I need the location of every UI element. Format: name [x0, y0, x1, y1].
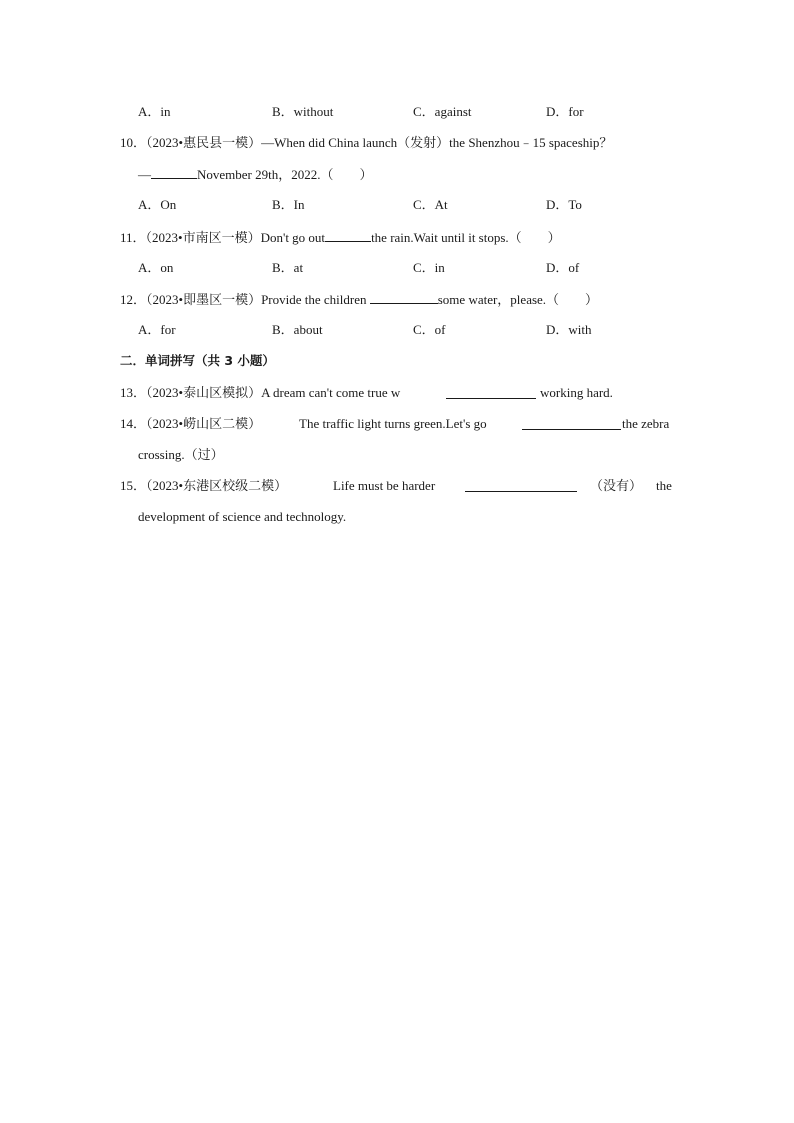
- answer-blank[interactable]: [465, 479, 577, 492]
- option-b[interactable]: B．about: [272, 322, 323, 337]
- question-12-stem: [120, 291, 598, 308]
- question-number: 10．: [120, 135, 147, 150]
- question-text-before: Life must be harder: [333, 478, 436, 493]
- option-d[interactable]: D．To: [546, 197, 582, 212]
- question-source: （2023•惠民县一模）: [146, 135, 262, 150]
- question-10-answer-line: [138, 166, 372, 183]
- question-15: [120, 478, 287, 494]
- question-number: 13．: [120, 385, 147, 400]
- option-a[interactable]: A．for: [138, 322, 176, 337]
- question-text-before: A dream can't come true w: [261, 385, 401, 400]
- question-number: 15．: [120, 478, 147, 493]
- question-13: [120, 385, 400, 401]
- question-number: 14．: [120, 416, 147, 431]
- option-c[interactable]: C．At: [413, 197, 448, 212]
- question-source: （2023•泰山区模拟）: [146, 385, 262, 400]
- question-text-after: working hard.: [540, 385, 613, 400]
- question-number: 12．: [120, 292, 147, 307]
- question-text-after: the rain.Wait until it stops.（ ）: [371, 230, 561, 245]
- question-text-before: The traffic light turns green.Let's go: [299, 416, 487, 431]
- answer-blank[interactable]: [446, 386, 536, 399]
- option-d[interactable]: D．for: [546, 104, 584, 119]
- question-text-before: Don't go out: [260, 230, 326, 245]
- answer-blank[interactable]: [370, 291, 438, 304]
- question-11-stem: [120, 229, 561, 246]
- question-10-stem: [120, 135, 612, 151]
- option-d[interactable]: D．of: [546, 260, 580, 275]
- option-b[interactable]: B．without: [272, 104, 334, 119]
- option-a[interactable]: A．On: [138, 197, 177, 212]
- question-source: （2023•市南区一模）: [145, 230, 261, 245]
- question-14-continuation: crossing.（过）: [138, 447, 224, 462]
- option-d[interactable]: D．with: [546, 322, 592, 337]
- question-text-after: the zebra: [622, 416, 670, 431]
- answer-blank[interactable]: [325, 229, 371, 242]
- question-14: [120, 416, 261, 432]
- question-number: 11．: [120, 230, 146, 245]
- option-c[interactable]: C．in: [413, 260, 445, 275]
- answer-text: November 29th，2022.（ ）: [197, 167, 373, 182]
- question-hint: （没有）: [590, 478, 643, 493]
- question-text-after: the: [656, 478, 672, 493]
- option-c[interactable]: C．of: [413, 322, 446, 337]
- answer-dash: —: [138, 167, 151, 182]
- option-c[interactable]: C．against: [413, 104, 472, 119]
- question-text-before: Provide the children: [261, 292, 370, 307]
- answer-blank[interactable]: [522, 417, 621, 430]
- question-source: （2023•即墨区一模）: [146, 292, 262, 307]
- question-source: （2023•崂山区二模）: [146, 416, 262, 431]
- question-text-after: some water，please.（ ）: [437, 292, 599, 307]
- section-heading: 二．单词拼写（共 3 小题）: [120, 353, 275, 368]
- option-a[interactable]: A．in: [138, 104, 171, 119]
- option-b[interactable]: B．at: [272, 260, 304, 275]
- option-a[interactable]: A．on: [138, 260, 174, 275]
- answer-blank[interactable]: [151, 166, 197, 179]
- question-text: —When did China launch（发射）the Shenzhou﹣15 spaceship？: [261, 135, 613, 150]
- question-15-continuation: development of science and technology.: [138, 509, 347, 524]
- option-b[interactable]: B．In: [272, 197, 305, 212]
- question-source: （2023•东港区校级二模）: [146, 478, 288, 493]
